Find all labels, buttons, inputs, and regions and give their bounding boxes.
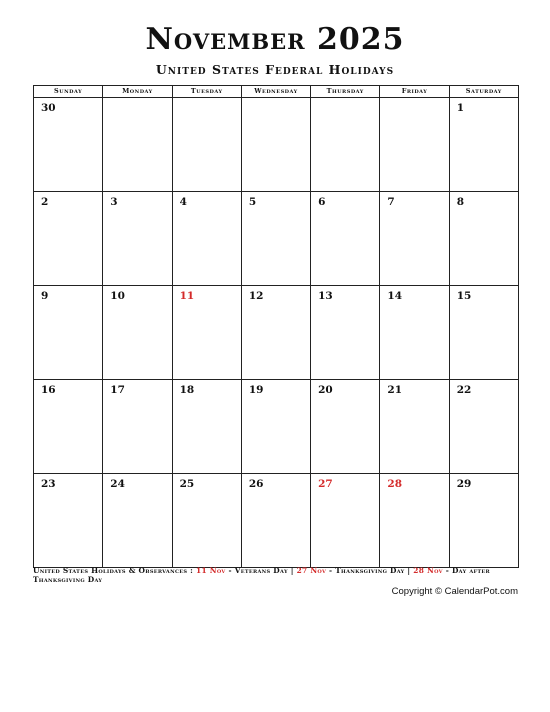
week-row: [34, 474, 519, 568]
day-cell[interactable]: [172, 474, 241, 568]
day-number: 20: [318, 384, 333, 396]
note-name-veterans: Veterans Day: [234, 566, 288, 575]
day-number: 4: [179, 196, 187, 208]
week-row: [34, 380, 519, 474]
day-cell[interactable]: [380, 192, 449, 286]
calendar-subtitle: United States Federal Holidays: [155, 62, 395, 77]
day-number: 11: [179, 290, 195, 302]
day-cell[interactable]: [103, 192, 172, 286]
note-name-thanksgiving: Thanksgiving Day: [335, 566, 405, 575]
day-cell[interactable]: [103, 380, 172, 474]
day-cell[interactable]: [172, 98, 241, 192]
day-number: 27: [318, 478, 333, 490]
day-cell[interactable]: [103, 98, 172, 192]
weekday-thursday: Thursday: [311, 86, 380, 98]
weekday-wednesday: Wednesday: [241, 86, 310, 98]
weekday-monday: Monday: [103, 86, 172, 98]
weekday-friday: Friday: [380, 86, 449, 98]
day-number: 22: [456, 384, 472, 396]
day-number: 9: [41, 290, 49, 302]
day-cell[interactable]: [449, 98, 518, 192]
day-number: 14: [387, 290, 403, 302]
day-number: 18: [179, 384, 195, 396]
notes-heading: United States Holidays & Observances :: [33, 566, 194, 575]
day-number: 25: [179, 478, 195, 490]
day-cell[interactable]: [103, 286, 172, 380]
day-number: 8: [456, 196, 464, 208]
note-date-veterans: 11 Nov: [196, 566, 226, 575]
calendar-grid: [33, 85, 519, 568]
day-cell[interactable]: [449, 286, 518, 380]
week-row: [34, 98, 519, 192]
note-date-day-after: 28 Nov: [413, 566, 443, 575]
day-number: 26: [248, 478, 264, 490]
day-cell[interactable]: [449, 474, 518, 568]
day-cell[interactable]: [311, 380, 380, 474]
copyright-link[interactable]: Copyright © CalendarPot.com: [391, 586, 518, 597]
day-number: 10: [110, 290, 125, 302]
week-row: [34, 286, 519, 380]
day-cell[interactable]: [172, 192, 241, 286]
day-number: 19: [248, 384, 264, 396]
day-number: 5: [248, 196, 257, 208]
calendar-title: November 2025: [145, 22, 405, 57]
day-cell[interactable]: [311, 192, 380, 286]
day-cell[interactable]: [241, 474, 310, 568]
day-cell[interactable]: [241, 286, 310, 380]
day-cell[interactable]: [103, 474, 172, 568]
day-cell[interactable]: [172, 380, 241, 474]
day-number: 3: [110, 196, 118, 208]
holiday-notes: United States Holidays & Observances : 11 Nov - Veterans Day | 27 Nov - Thanksgiving Day | 28 Nov - Day after Thanksgiving Day: [33, 566, 490, 584]
day-cell[interactable]: [34, 380, 103, 474]
weekday-header-row: [34, 86, 519, 98]
day-cell[interactable]: [34, 286, 103, 380]
day-number: 16: [41, 384, 56, 396]
day-number: 2: [41, 196, 49, 208]
day-number: 23: [41, 478, 56, 490]
day-number: 13: [318, 290, 333, 302]
day-cell[interactable]: [380, 286, 449, 380]
day-number: 29: [456, 478, 472, 490]
day-number: 12: [248, 290, 264, 302]
note-date-thanksgiving: 27 Nov: [296, 566, 327, 575]
day-cell[interactable]: [311, 98, 380, 192]
day-cell[interactable]: [311, 474, 380, 568]
day-number: 1: [456, 102, 464, 114]
day-cell[interactable]: [380, 474, 449, 568]
day-number: 24: [110, 478, 125, 490]
weekday-tuesday: Tuesday: [172, 86, 241, 98]
day-number: 30: [41, 102, 56, 114]
day-cell[interactable]: [380, 98, 449, 192]
note-name-day-after: Day after Thanksgiving Day: [33, 566, 490, 584]
weekday-saturday: Saturday: [449, 86, 518, 98]
day-number: 6: [318, 196, 326, 208]
day-cell[interactable]: [311, 286, 380, 380]
day-cell[interactable]: [380, 380, 449, 474]
day-number: 28: [387, 478, 403, 490]
day-cell[interactable]: [34, 192, 103, 286]
day-cell[interactable]: [241, 192, 310, 286]
day-cell[interactable]: [34, 98, 103, 192]
day-cell[interactable]: [172, 286, 241, 380]
day-number: 17: [110, 384, 125, 396]
day-number: 21: [387, 384, 403, 396]
day-cell[interactable]: [241, 380, 310, 474]
weekday-sunday: Sunday: [34, 86, 103, 98]
day-number: 15: [456, 290, 472, 302]
day-cell[interactable]: [449, 192, 518, 286]
day-cell[interactable]: [241, 98, 310, 192]
day-cell[interactable]: [34, 474, 103, 568]
week-row: [34, 192, 519, 286]
day-cell[interactable]: [449, 380, 518, 474]
day-number: 7: [387, 196, 395, 208]
